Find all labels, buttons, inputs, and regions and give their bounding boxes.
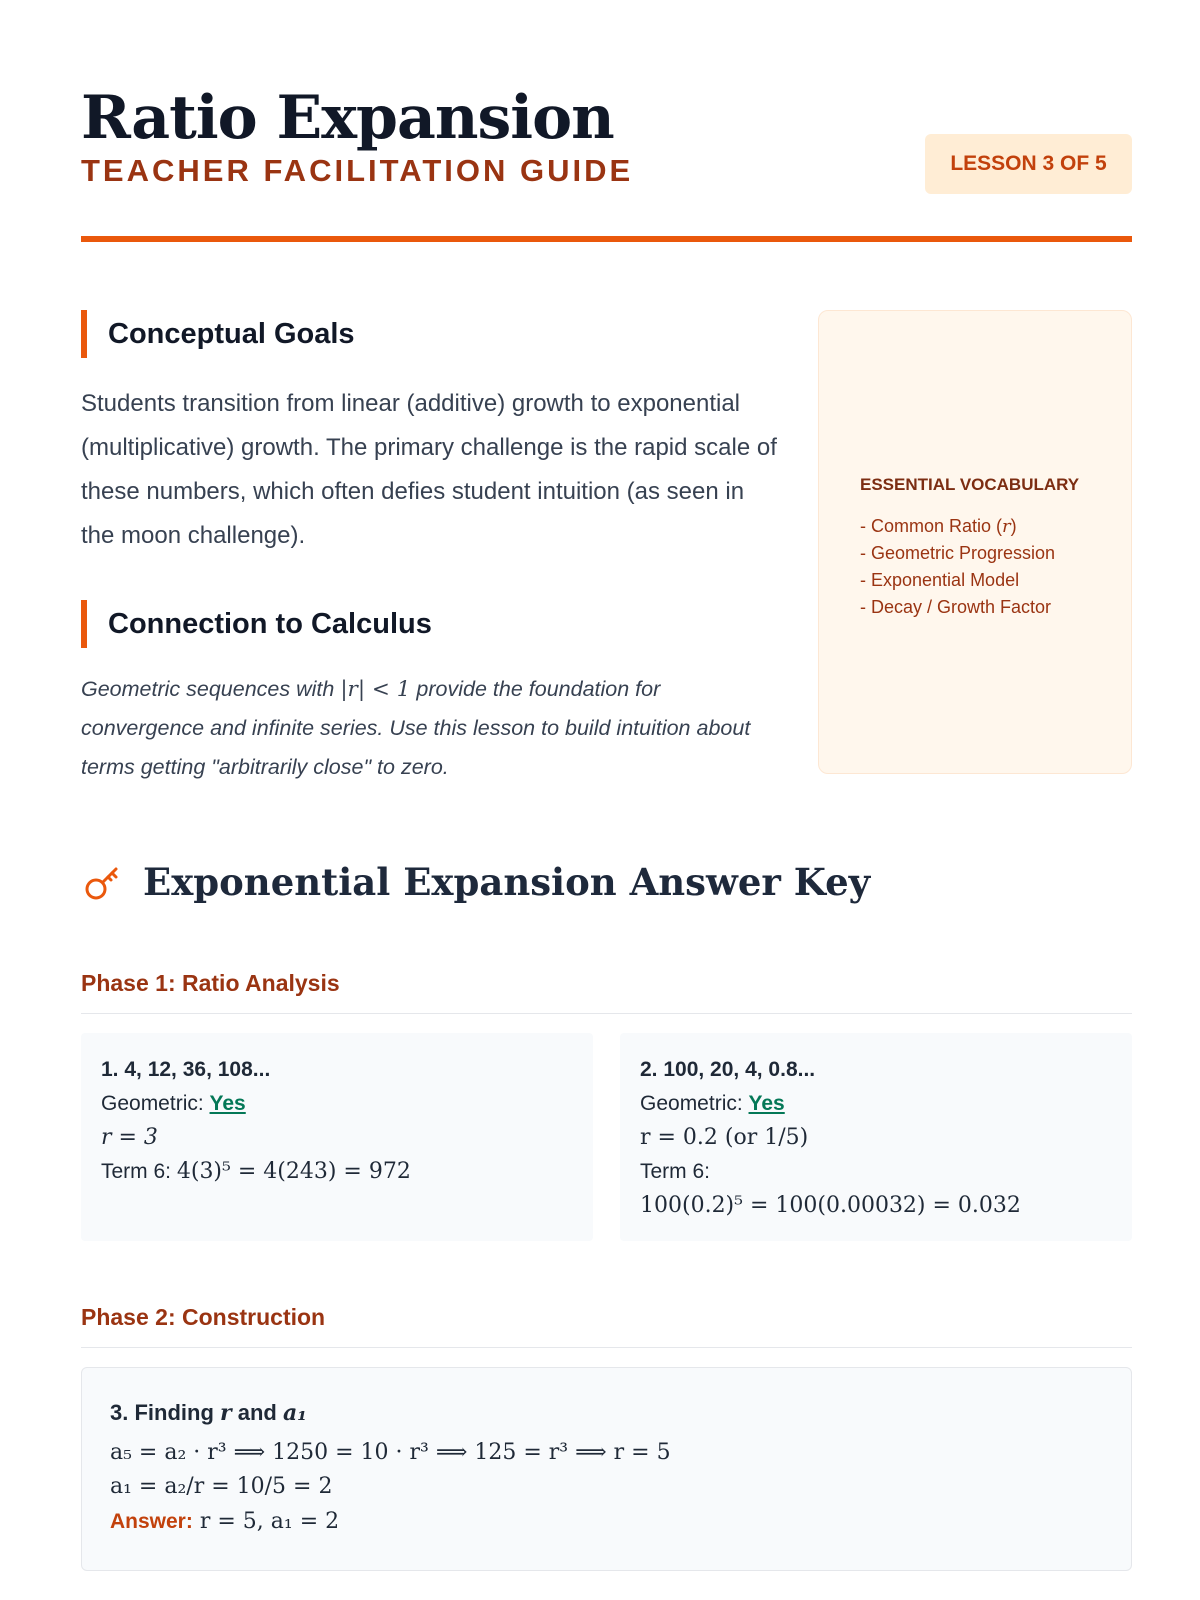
answer-key-title: Exponential Expansion Answer Key — [143, 860, 871, 904]
calculus-text — [81, 670, 781, 787]
vocabulary-title: ESSENTIAL VOCABULARY — [860, 475, 1080, 494]
geometric-yes: Yes — [748, 1092, 785, 1115]
vocabulary-item-suffix: ) — [1010, 516, 1017, 536]
term-label: Term 6: — [101, 1160, 177, 1183]
heading-accent-bar — [81, 310, 87, 358]
vocabulary-item: - Decay / Growth Factor — [860, 597, 1052, 617]
derivation-line-2: a₁ = a₂/r = 10/5 = 2 — [110, 1474, 333, 1499]
term-label: Term 6: — [640, 1160, 711, 1183]
calculus-math: |r| < 1 — [340, 677, 411, 702]
answer-card-2 — [620, 1033, 1132, 1241]
geometric-label: Geometric: — [101, 1092, 210, 1115]
vocabulary-box — [818, 310, 1132, 774]
term-math: 4(3)⁵ = 4(243) = 972 — [176, 1159, 411, 1184]
vocabulary-item-label: - Common Ratio ( — [860, 516, 1003, 536]
vocabulary-item: - Exponential Model — [860, 570, 1020, 590]
geometric-label: Geometric: — [640, 1092, 749, 1115]
answer-key-heading — [81, 860, 870, 904]
conceptual-goals-heading — [81, 310, 781, 358]
phase-1-heading — [81, 970, 1132, 1014]
phase-2-heading — [81, 1304, 1132, 1348]
phase-2-label: Phase 2: Construction — [81, 1304, 326, 1330]
card-title-and: and — [231, 1400, 283, 1425]
geometric-line — [101, 1087, 573, 1121]
answer-label: Answer: — [110, 1510, 193, 1533]
vocabulary-item: - Geometric Progression — [860, 543, 1056, 563]
page-title: Ratio Expansion — [81, 83, 614, 153]
answer-line — [110, 1504, 1103, 1539]
heading-accent-bar — [81, 600, 87, 648]
answer-card-1 — [81, 1033, 593, 1241]
geometric-yes: Yes — [209, 1092, 246, 1115]
lesson-badge: LESSON 3 OF 5 — [925, 134, 1132, 194]
vocabulary-item-symbol: r — [1002, 516, 1011, 537]
geometric-line — [640, 1087, 1112, 1121]
calculus-heading — [81, 600, 781, 648]
card-title-a1: a₁ — [282, 1400, 307, 1426]
calculus-text-start: Geometric sequences with — [81, 677, 341, 701]
answer-math: r = 5, a₁ = 2 — [192, 1509, 340, 1534]
card-title: 2. 100, 20, 4, 0.8... — [640, 1058, 816, 1081]
term-math: 100(0.2)⁵ = 100(0.00032) = 0.032 — [640, 1193, 1021, 1218]
header-divider — [81, 236, 1132, 242]
page-subtitle: TEACHER FACILITATION GUIDE — [81, 153, 634, 188]
conceptual-goals-title: Conceptual Goals — [108, 317, 355, 350]
card-title: 1. 4, 12, 36, 108... — [101, 1058, 271, 1081]
calculus-text-end: provide the foundation for convergence and infinite series. Use this lesson to build intuition about terms getting "arbitrarily close" to zero. — [81, 677, 751, 779]
vocabulary-item — [860, 513, 1131, 540]
term-line — [101, 1155, 573, 1189]
calculus-title: Connection to Calculus — [108, 607, 432, 640]
answer-card-3 — [81, 1367, 1132, 1571]
conceptual-goals-text: Students transition from linear (additive) growth to exponential (multiplicative) growth. The primary challenge is the rapid scale of these numbers, which often defies student intuition (as seen in the moon challenge). — [81, 390, 777, 549]
guide-page — [81, 0, 1132, 1534]
card-title — [110, 1396, 1103, 1430]
goals-section — [81, 310, 781, 787]
header — [81, 0, 1132, 245]
card-title-r: r — [220, 1400, 232, 1426]
card-title-prefix: 3. Finding — [110, 1400, 220, 1425]
key-icon — [81, 861, 123, 903]
phase-1-label: Phase 1: Ratio Analysis — [81, 970, 340, 996]
ratio-value: r = 3 — [101, 1125, 158, 1150]
derivation-line-1: a₅ = a₂ · r³ ⟹ 1250 = 10 · r³ ⟹ 125 = r³ ⟹ r = 5 — [110, 1440, 671, 1465]
ratio-value: r = 0.2 (or 1/5) — [640, 1125, 809, 1150]
